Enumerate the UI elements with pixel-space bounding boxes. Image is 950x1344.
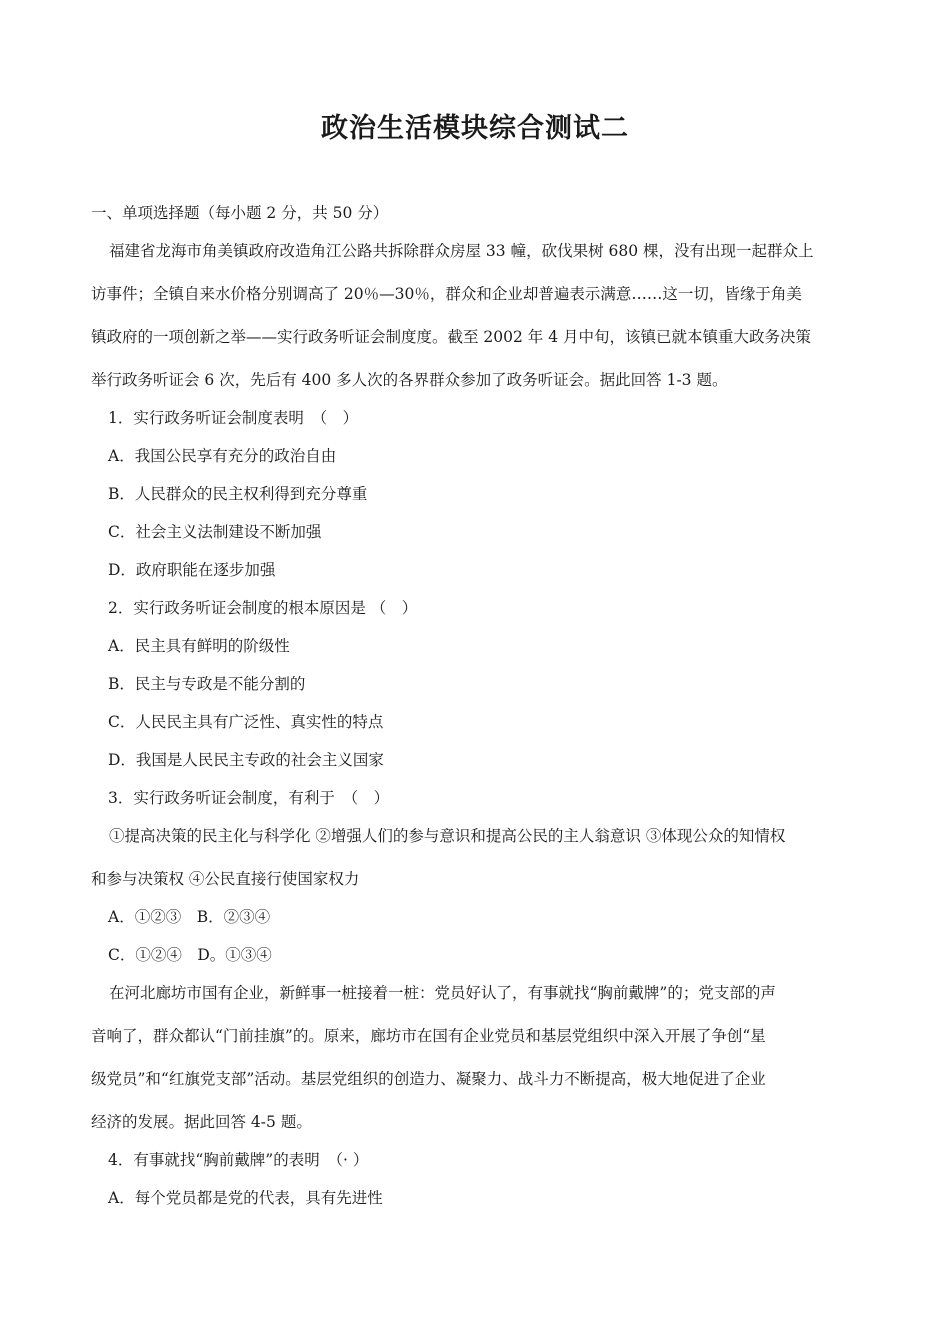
section-heading: 一、单项选择题（每小题 2 分，共 50 分） bbox=[91, 204, 389, 222]
question-1-option-d: D．政府职能在逐步加强 bbox=[108, 561, 276, 579]
question-4-option-a: A．每个党员都是党的代表，具有先进性 bbox=[108, 1189, 383, 1207]
question-1-option-a: A．我国公民享有充分的政治自由 bbox=[108, 447, 337, 465]
passage-1 bbox=[91, 240, 861, 407]
question-2-option-a: A．民主具有鲜明的阶级性 bbox=[108, 637, 290, 655]
statement-line: ①提高决策的民主化与科学化 ②增强人们的参与意识和提高公民的主人翁意识 ③体现公众的知情权 bbox=[109, 827, 786, 845]
question-1-option-b: B．人民群众的民主权利得到充分尊重 bbox=[108, 485, 368, 503]
question-4-stem: 4．有事就找“胸前戴牌”的表明 （· ） bbox=[108, 1151, 369, 1169]
passage-line: 级党员”和“红旗党支部”活动。基层党组织的创造力、凝聚力、战斗力不断提高，极大地促进了企业 bbox=[91, 1070, 766, 1088]
statement-line: 和参与决策权 ④公民直接行使国家权力 bbox=[91, 870, 360, 888]
passage-2 bbox=[91, 982, 861, 1149]
question-2-option-d: D．我国是人民民主专政的社会主义国家 bbox=[108, 751, 384, 769]
passage-line: 镇政府的一项创新之举——实行政务听证会制度度。截至 2002 年 4 月中旬，该镇已就本镇重大政务决策 bbox=[91, 328, 812, 346]
passage-line: 经济的发展。据此回答 4-5 题。 bbox=[91, 1113, 312, 1131]
passage-line: 在河北廊坊市国有企业，新鲜事一桩接着一桩：党员好认了，有事就找“胸前戴牌”的；党支部的声 bbox=[109, 984, 776, 1002]
question-3-stem: 3．实行政务听证会制度，有利于 （ ） bbox=[108, 789, 390, 807]
passage-line: 访事件；全镇自来水价格分别调高了 20％—30％，群众和企业却普遍表示满意……这一切，皆缘于角美 bbox=[91, 285, 802, 303]
passage-line: 福建省龙海市角美镇政府改造角江公路共拆除群众房屋 33 幢，砍伐果树 680 棵，没有出现一起群众上 bbox=[109, 242, 814, 260]
question-1-stem: 1．实行政务听证会制度表明 （ ） bbox=[108, 409, 359, 427]
question-3-statements bbox=[91, 825, 861, 906]
question-2-option-c: C．人民民主具有广泛性、真实性的特点 bbox=[108, 713, 384, 731]
question-3-options-ab: A．①②③ B．②③④ bbox=[108, 908, 271, 926]
question-1-option-c: C．社会主义法制建设不断加强 bbox=[108, 523, 322, 541]
question-2-stem: 2．实行政务听证会制度的根本原因是 （ ） bbox=[108, 599, 418, 617]
passage-line: 举行政务听证会 6 次，先后有 400 多人次的各界群众参加了政务听证会。据此回答 1-3 题。 bbox=[91, 371, 728, 389]
question-3-options-cd: C．①②④ D。①③④ bbox=[108, 946, 272, 964]
question-2-option-b: B．民主与专政是不能分割的 bbox=[108, 675, 306, 693]
passage-line: 音响了，群众都认“门前挂旗”的。原来，廊坊市在国有企业党员和基层党组织中深入开展了争创“星 bbox=[91, 1027, 766, 1045]
page-title: 政治生活模块综合测试二 bbox=[321, 113, 629, 144]
document-body bbox=[91, 202, 861, 1225]
